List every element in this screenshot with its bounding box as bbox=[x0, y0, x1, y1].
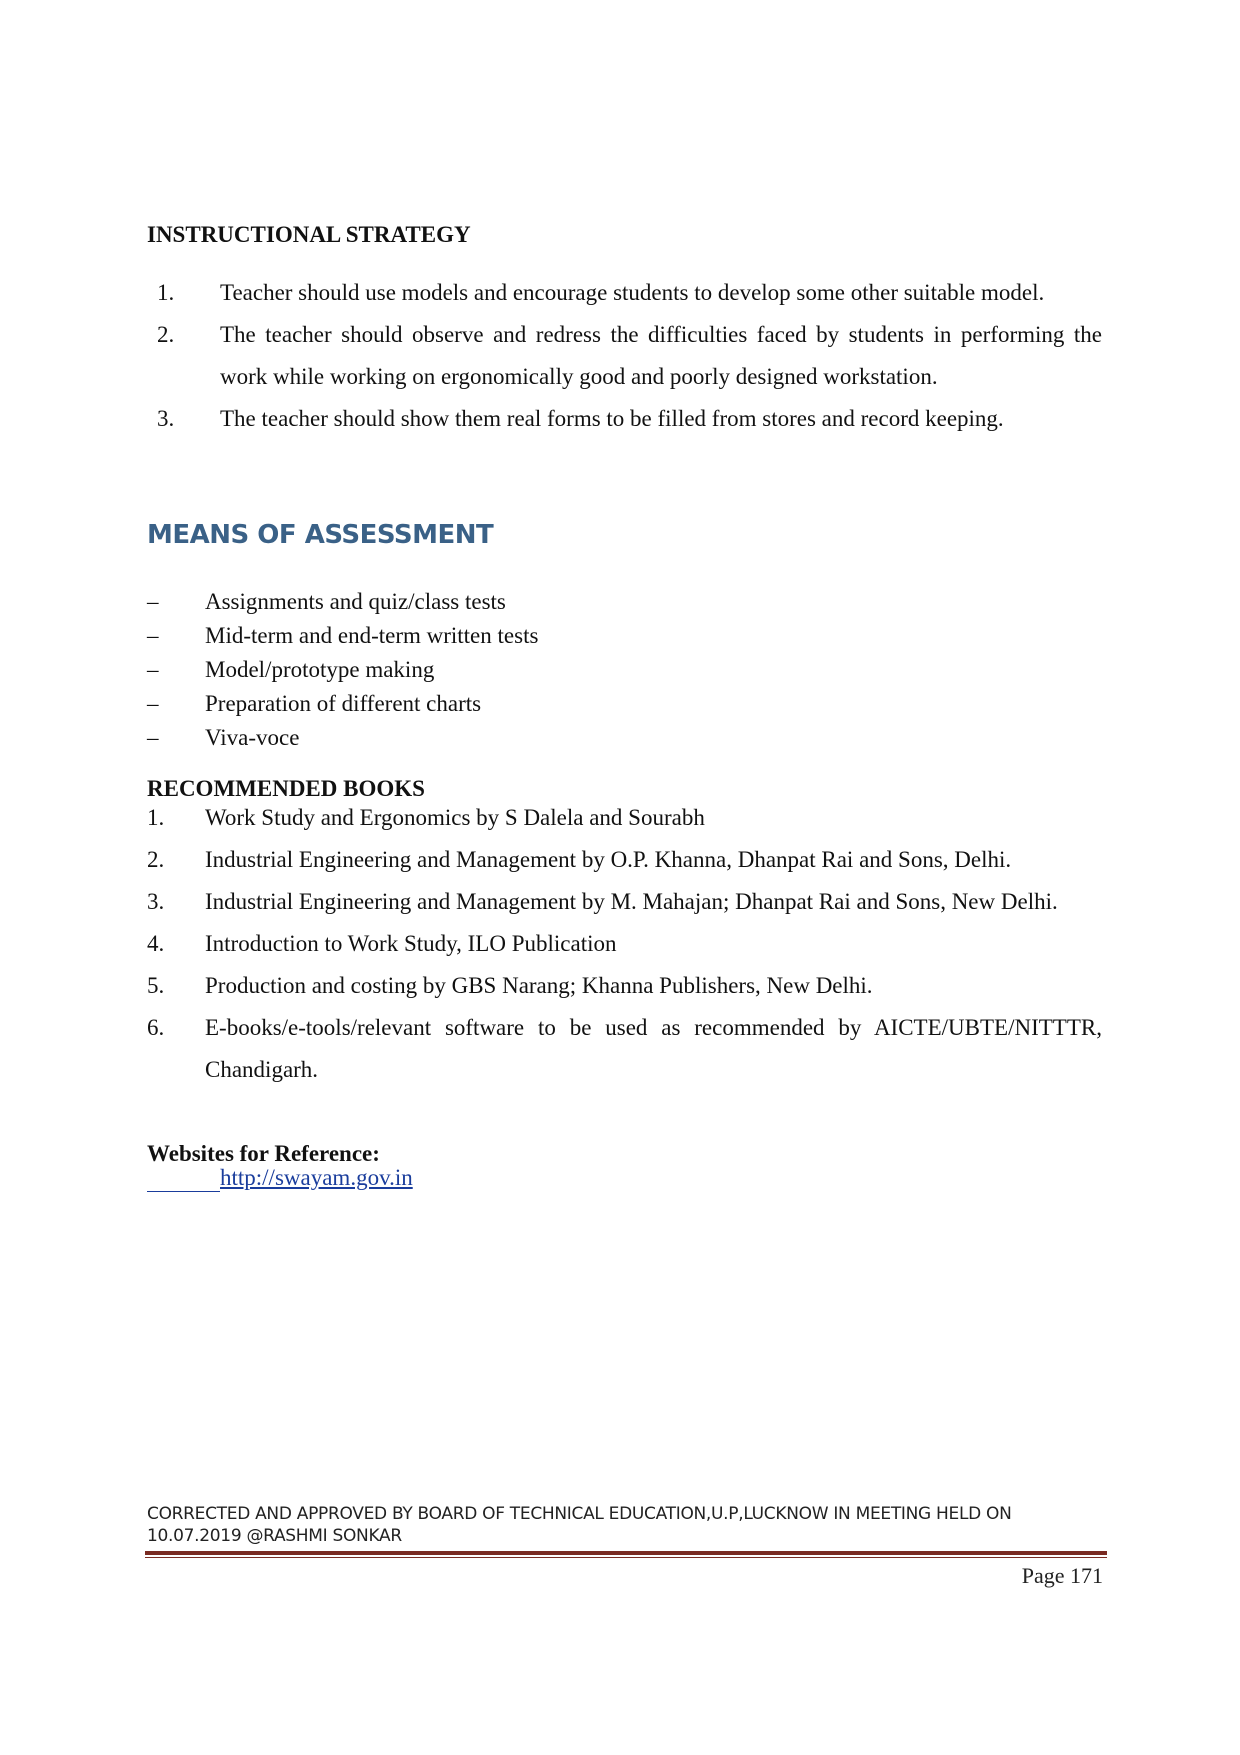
item-number: 6. bbox=[147, 1015, 165, 1040]
item-text: The teacher should observe and redress the difficulties faced by students in performing the work while working on ergonomically good and poorly designed workstation. bbox=[220, 322, 1102, 389]
list-item bbox=[147, 1007, 1102, 1091]
item-text: Viva-voce bbox=[205, 725, 300, 750]
item-text: Mid-term and end-term written tests bbox=[205, 623, 539, 648]
list-item bbox=[147, 923, 1102, 965]
list-item bbox=[147, 839, 1102, 881]
item-text: The teacher should show them real forms to be filled from stores and record keeping. bbox=[220, 406, 1004, 431]
item-number: 3. bbox=[147, 889, 165, 914]
swayam-link[interactable]: http://swayam.gov.in bbox=[220, 1165, 413, 1190]
item-text: Industrial Engineering and Management by M. Mahajan; Dhanpat Rai and Sons, New Delhi. bbox=[205, 889, 1058, 914]
list-item bbox=[147, 721, 538, 755]
item-number: 2. bbox=[157, 322, 175, 347]
list-item bbox=[147, 653, 538, 687]
item-number: 4. bbox=[147, 931, 165, 956]
list-item bbox=[147, 272, 1102, 314]
footer-divider-thin bbox=[145, 1557, 1107, 1558]
dash-bullet: – bbox=[147, 589, 159, 614]
footer-approval-note: CORRECTED AND APPROVED BY BOARD OF TECHNICAL EDUCATION,U.P,LUCKNOW IN MEETING HELD ON 10.07.2019 @RASHMI SONKAR bbox=[147, 1504, 1012, 1546]
list-item bbox=[147, 398, 1102, 440]
list-item bbox=[147, 965, 1102, 1007]
item-number: 1. bbox=[147, 805, 165, 830]
dash-bullet: – bbox=[147, 691, 159, 716]
recommended-books-list bbox=[147, 797, 1102, 1091]
recommended-books-heading: RECOMMENDED BOOKS bbox=[147, 776, 425, 801]
instructional-strategy-list bbox=[147, 272, 1102, 440]
means-of-assessment-heading: MEANS OF ASSESSMENT bbox=[147, 520, 494, 550]
list-item bbox=[147, 619, 538, 653]
list-item bbox=[147, 687, 538, 721]
item-text: Production and costing by GBS Narang; Khanna Publishers, New Delhi. bbox=[205, 973, 873, 998]
means-of-assessment-list bbox=[147, 585, 538, 755]
item-text: Work Study and Ergonomics by S Dalela and Sourabh bbox=[205, 805, 705, 830]
item-text: Preparation of different charts bbox=[205, 691, 482, 716]
item-number: 3. bbox=[157, 406, 175, 431]
item-number: 1. bbox=[157, 280, 175, 305]
link-underline bbox=[147, 1191, 220, 1192]
instructional-strategy-heading: INSTRUCTIONAL STRATEGY bbox=[147, 222, 471, 247]
dash-bullet: – bbox=[147, 623, 159, 648]
item-text: Model/prototype making bbox=[205, 657, 435, 682]
item-number: 2. bbox=[147, 847, 165, 872]
list-item bbox=[147, 314, 1102, 398]
item-text: Industrial Engineering and Management by O.P. Khanna, Dhanpat Rai and Sons, Delhi. bbox=[205, 847, 1012, 872]
list-item bbox=[147, 881, 1102, 923]
item-text: E-books/e-tools/relevant software to be used as recommended by AICTE/UBTE/NITTTR, Chandigarh. bbox=[205, 1015, 1102, 1082]
websites-heading: Websites for Reference: bbox=[147, 1141, 380, 1166]
item-number: 5. bbox=[147, 973, 165, 998]
dash-bullet: – bbox=[147, 657, 159, 682]
list-item bbox=[147, 585, 538, 619]
item-text: Teacher should use models and encourage students to develop some other suitable model. bbox=[220, 280, 1045, 305]
list-item bbox=[147, 797, 1102, 839]
dash-bullet: – bbox=[147, 725, 159, 750]
item-text: Introduction to Work Study, ILO Publication bbox=[205, 931, 617, 956]
footer-divider bbox=[145, 1551, 1107, 1555]
item-text: Assignments and quiz/class tests bbox=[205, 589, 506, 614]
page-number: Page 171 bbox=[1021, 1563, 1103, 1588]
